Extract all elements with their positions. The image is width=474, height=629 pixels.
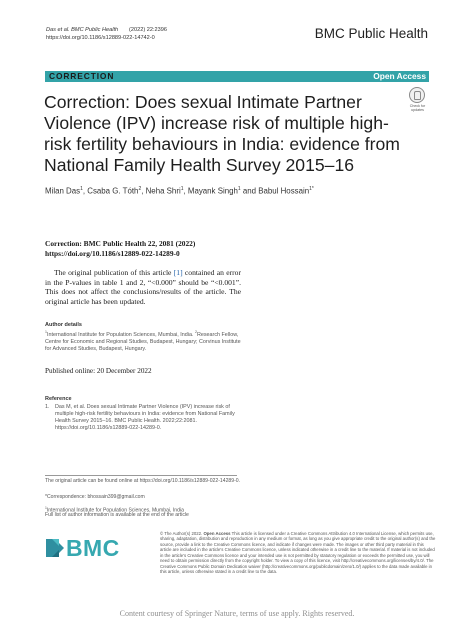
author-affiliation-sup: 1: [180, 186, 184, 192]
reference-link[interactable]: [1]: [173, 268, 183, 277]
reference-number: 1.: [45, 404, 50, 410]
courtesy-footer: Content courtesy of Springer Nature, terms of use apply. Rights reserved.: [119, 609, 355, 618]
author-affiliation-sup: 1*: [309, 186, 314, 192]
check-for-updates-label: Check for updates: [409, 104, 426, 112]
article-type-banner: [45, 71, 429, 82]
correction-citation: [45, 239, 255, 260]
header-citation: [46, 27, 167, 42]
header-volume: (2022) 22:2396: [118, 27, 167, 33]
body-text-end: contained an error in the P-values in table 1 and 2, “<0.000” should be “<0.001”. This does not affect the conclusions/results of the article. The original article has been updated.: [45, 268, 241, 306]
author-name: Csaba G. Tóth: [87, 186, 139, 196]
body-text-start: The original publication of this article: [54, 268, 174, 277]
correction-citation-line: Correction: BMC Public Health 22, 2081 (2022): [45, 239, 196, 248]
affiliation-sup-1: 1: [45, 330, 47, 334]
journal-brand: BMC Public Health: [314, 26, 428, 41]
correspondence-email[interactable]: *Correspondence: bhossain399@gmail.com: [45, 494, 145, 500]
references-heading: Reference: [45, 396, 72, 402]
affiliation-2: Research Fellow, Centre for Economic and Regional Studies, Budapest, Hungary; Corvinus Institute for Advanced Studies, Budapest, Hungary.: [45, 331, 241, 352]
author-details-heading: Author details: [45, 322, 82, 328]
check-for-updates-icon: [409, 87, 425, 103]
header-doi-link[interactable]: https://doi.org/10.1186/s12889-022-14742-0: [46, 34, 155, 41]
reference-list: [45, 404, 245, 432]
affiliation-footnote-text: International Institute for Population Sciences, Mumbai, India: [46, 507, 184, 514]
original-article-note: The original article can be found online at https://doi.org/10.1186/s12889-022-14289-0.: [45, 478, 241, 484]
open-access-label: Open Access: [373, 71, 426, 81]
author-list: Milan Das$^1$, Csaba G. Tóth$^2$, Neha Shri$^1$, Mayank Singh$^1$ and Babul Hossain$^{1*}$: [45, 186, 314, 196]
footnote-divider: [45, 475, 237, 476]
article-type-label: CORRECTION: [49, 71, 115, 81]
license-statement: [160, 531, 436, 575]
affiliation-footnote-sup: 1: [45, 506, 47, 510]
affiliation-sup-2: 2: [194, 330, 197, 334]
author-details-text: [45, 329, 245, 353]
header-journal-citation: Das et al. BMC Public Health: [46, 27, 119, 33]
reference-text: Das M, et al. Does sexual Intimate Partner Violence (IPV) increase risk of multiple high-risk fertility behaviours in India: evidence from National Family Health Survey 2015–16. BMC Public Health. 2022;22:2081. https://doi.org/10.1186/s12889-022-14289-0.: [55, 404, 235, 432]
affiliation-1: International Institute for Population Sciences, Mumbai, India.: [46, 331, 195, 338]
author-affiliation-sup: 2: [138, 186, 142, 192]
check-for-updates-badge[interactable]: [405, 87, 430, 113]
article-title: Correction: Does sexual Intimate Partner Violence (IPV) increase risk of multiple high-risk fertility behaviours in India: evidence from National Family Health Survey 2015–16: [44, 92, 400, 175]
author-name: Neha Shri: [145, 186, 181, 196]
correction-doi-link[interactable]: https://doi.org/10.1186/s12889-022-14289-0: [45, 249, 180, 259]
reference-item: [45, 404, 245, 432]
author-affiliation-sup: 1: [237, 186, 241, 192]
license-text: This article is licensed under a Creative Commons Attribution 4.0 International License, which permits use, sharing, adaptation, distribution and reproduction in any medium or format, as long as you give appropriate credit to the original author(s) and the source, provide a link to the Creative Commons licence, and indicate if changes were made. The images or other third party material in this article are included in the article's Creative Commons licence, unless indicated otherwise in a credit line to the material. If material is not included in the article's Creative Commons licence and your intended use is not permitted by statutory regulation or exceeds the permitted use, you will need to obtain permission directly from the copyright holder. To view a copy of this licence, visit http://creativecommons.org/licenses/by/4.0/. The Creative Commons Public Domain Dedication waiver (http://creativecommons.org/publicdomain/zero/1.0/) applies to the data made available in this article, unless otherwise stated in a credit line to the data.: [160, 531, 436, 575]
published-date: Published online: 20 December 2022: [45, 367, 152, 375]
full-author-info-note: Full list of author information is available at the end of the article: [45, 512, 189, 518]
correction-body: [45, 268, 241, 306]
license-open-access: Open Access: [203, 531, 231, 536]
author-name: Milan Das: [45, 186, 81, 196]
license-lead: © The Author(s) 2022.: [160, 531, 204, 536]
author-name: Babul Hossain: [258, 186, 310, 196]
author-name: Mayank Singh: [187, 186, 238, 196]
author-affiliation-sup: 1: [80, 186, 83, 192]
bmc-logo-text: BMC: [66, 535, 120, 561]
